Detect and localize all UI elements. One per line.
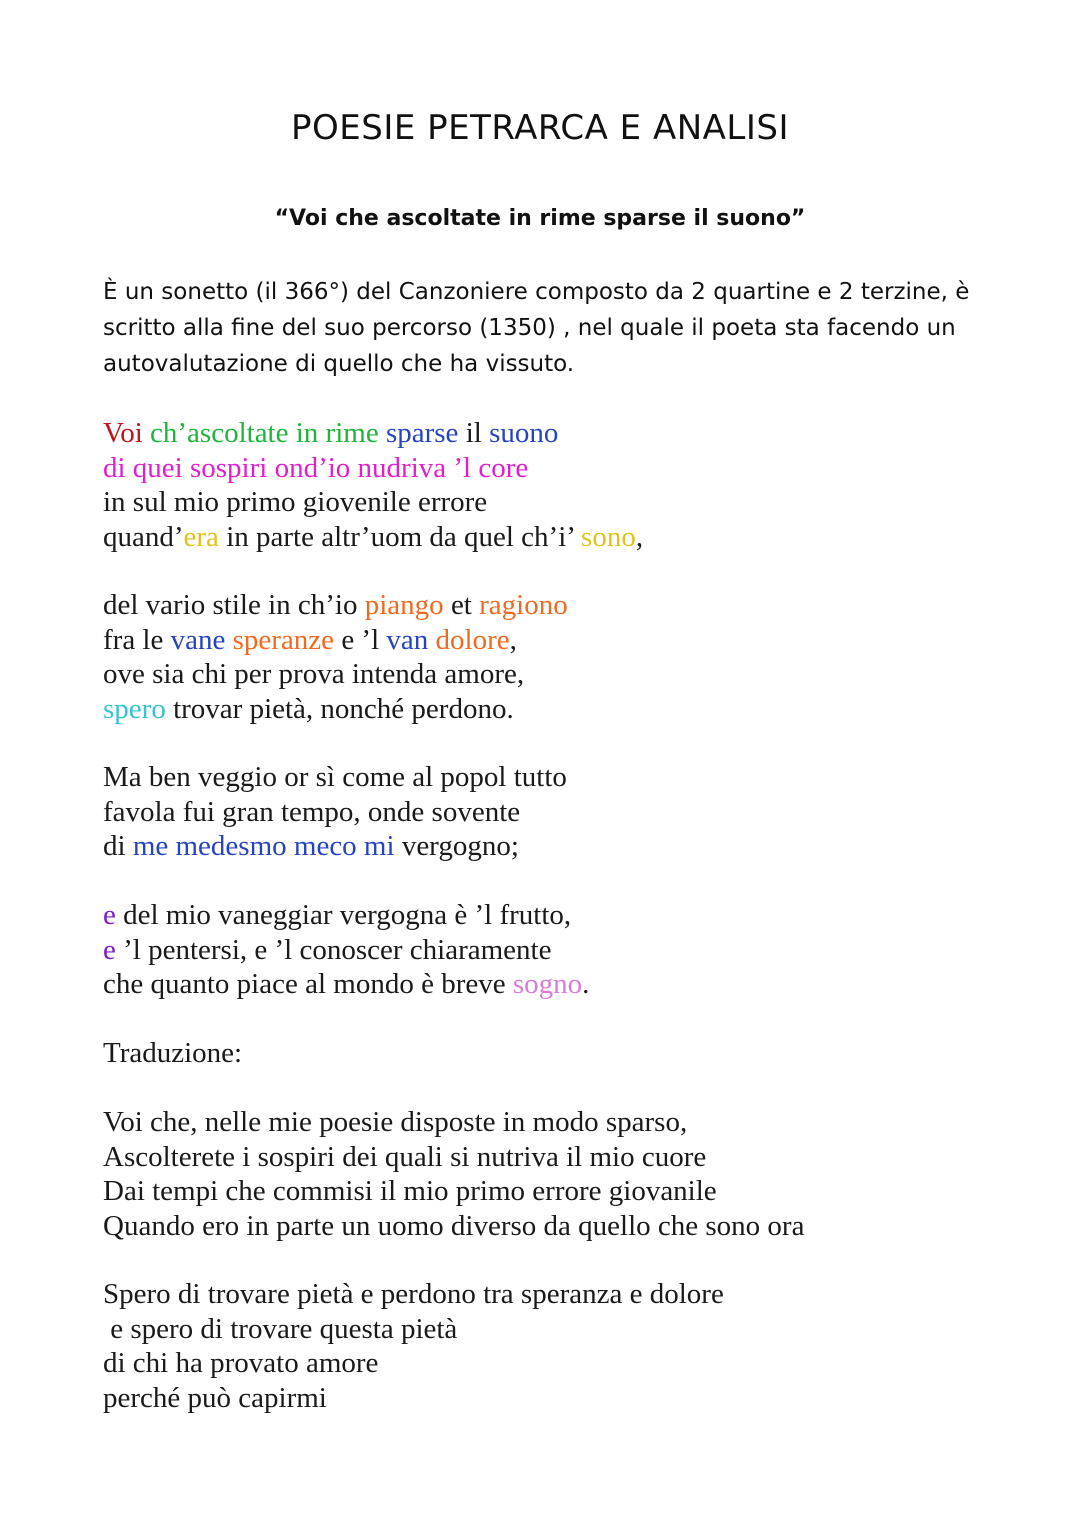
verse-line: favola fui gran tempo, onde sovente [103,795,521,828]
verse-line [103,520,1003,555]
stanza-4 [103,898,1003,1002]
stanza-1 [103,416,1003,554]
word-blue: vane [170,623,226,656]
word-plain: di [103,830,133,862]
verse-line: Ma ben veggio or sì come al popol tutto [103,761,567,793]
word-plain: del vario stile in ch’io [103,589,365,621]
word-blue: suono [489,417,559,449]
word-plain: in parte altr’uom da quel ch’i’ [218,520,582,553]
word-green: ch’ascoltate in rime [142,417,379,449]
word-plain: ’l pentersi, e ’l conoscer chiaramente [115,933,552,966]
word-purple: e [103,899,116,931]
verse-line [103,623,1003,658]
translation-line: e spero di trovare questa pietà [103,1312,458,1345]
word-plain: trovar pietà, nonché perdono. [165,692,514,725]
intro-paragraph: È un sonetto (il 366°) del Canzoniere composto da 2 quartine e 2 terzine, è scritto alla fine del suo percorso (1350) , nel quale il poeta sta facendo un autovalutazione di quello che ha vissuto. [103,279,970,377]
word-blue: van [386,623,429,656]
word-plain: quand’ [103,520,184,553]
translation-heading [103,1036,1003,1071]
translation-line: Voi che, nelle mie poesie disposte in modo sparso, [103,1106,688,1138]
word-plain: . [582,968,590,1000]
translation-line: Spero di trovare pietà e perdono tra speranza e dolore [103,1278,724,1310]
stanza-3 [103,760,1003,864]
word-plain: e ’l [334,623,387,656]
verse-line: in sul mio primo giovenile errore [103,486,488,518]
word-plain: che quanto piace al mondo è breve [103,968,513,1000]
translation-block-2 [103,1277,1003,1415]
verse-line [103,829,1003,864]
verse-line [103,588,1003,623]
word-blue: me medesmo meco mi [132,830,395,862]
translation-line: Ascolterete i sospiri dei quali si nutriva il mio cuore [103,1140,707,1173]
word-orange: dolore [428,623,510,656]
translation-line: Dai tempi che commisi il mio primo errore giovanile [103,1175,717,1207]
verse-line [103,692,1003,727]
poem-subtitle: “Voi che ascoltate in rime sparse il suono” [274,206,806,231]
verse-line [103,416,1003,451]
verse-line: di quei sospiri ond’io nudriva ’l core [103,451,529,484]
word-plain: , [509,623,517,656]
word-cyan: spero [103,692,166,725]
word-orange: piango [364,589,444,621]
translation-line: perché può capirmi [103,1381,327,1414]
word-plain: del mio vaneggiar vergogna è ’l frutto, [115,899,572,931]
word-plain: vergogno; [394,830,519,862]
word-orange: speranze [225,623,335,656]
translation-block-1 [103,1105,1003,1243]
word-purple: e [103,933,116,966]
verse-line [103,967,1003,1002]
translation-line: Quando ero in parte un uomo diverso da quello che sono ora [103,1209,805,1242]
translation-line: di chi ha provato amore [103,1347,379,1379]
word-blue: sparse [378,417,459,449]
verse-line: ove sia chi per prova intenda amore, [103,658,525,690]
verse-line [103,933,1003,968]
translation-heading-text: Traduzione: [103,1037,243,1069]
word-orange: ragiono [479,589,568,621]
stanza-2 [103,588,1003,726]
page-title: POESIE PETRARCA E ANALISI [291,108,789,148]
word-yellow: sono [581,520,636,553]
word-plain: , [635,520,644,553]
word-plain: fra le [103,623,171,656]
word-pink: sogno [512,968,583,1000]
word-red: Voi [103,417,143,449]
word-plain: et [443,589,480,621]
word-yellow: era [183,520,219,553]
verse-line [103,898,1003,933]
word-plain: il [458,417,490,449]
